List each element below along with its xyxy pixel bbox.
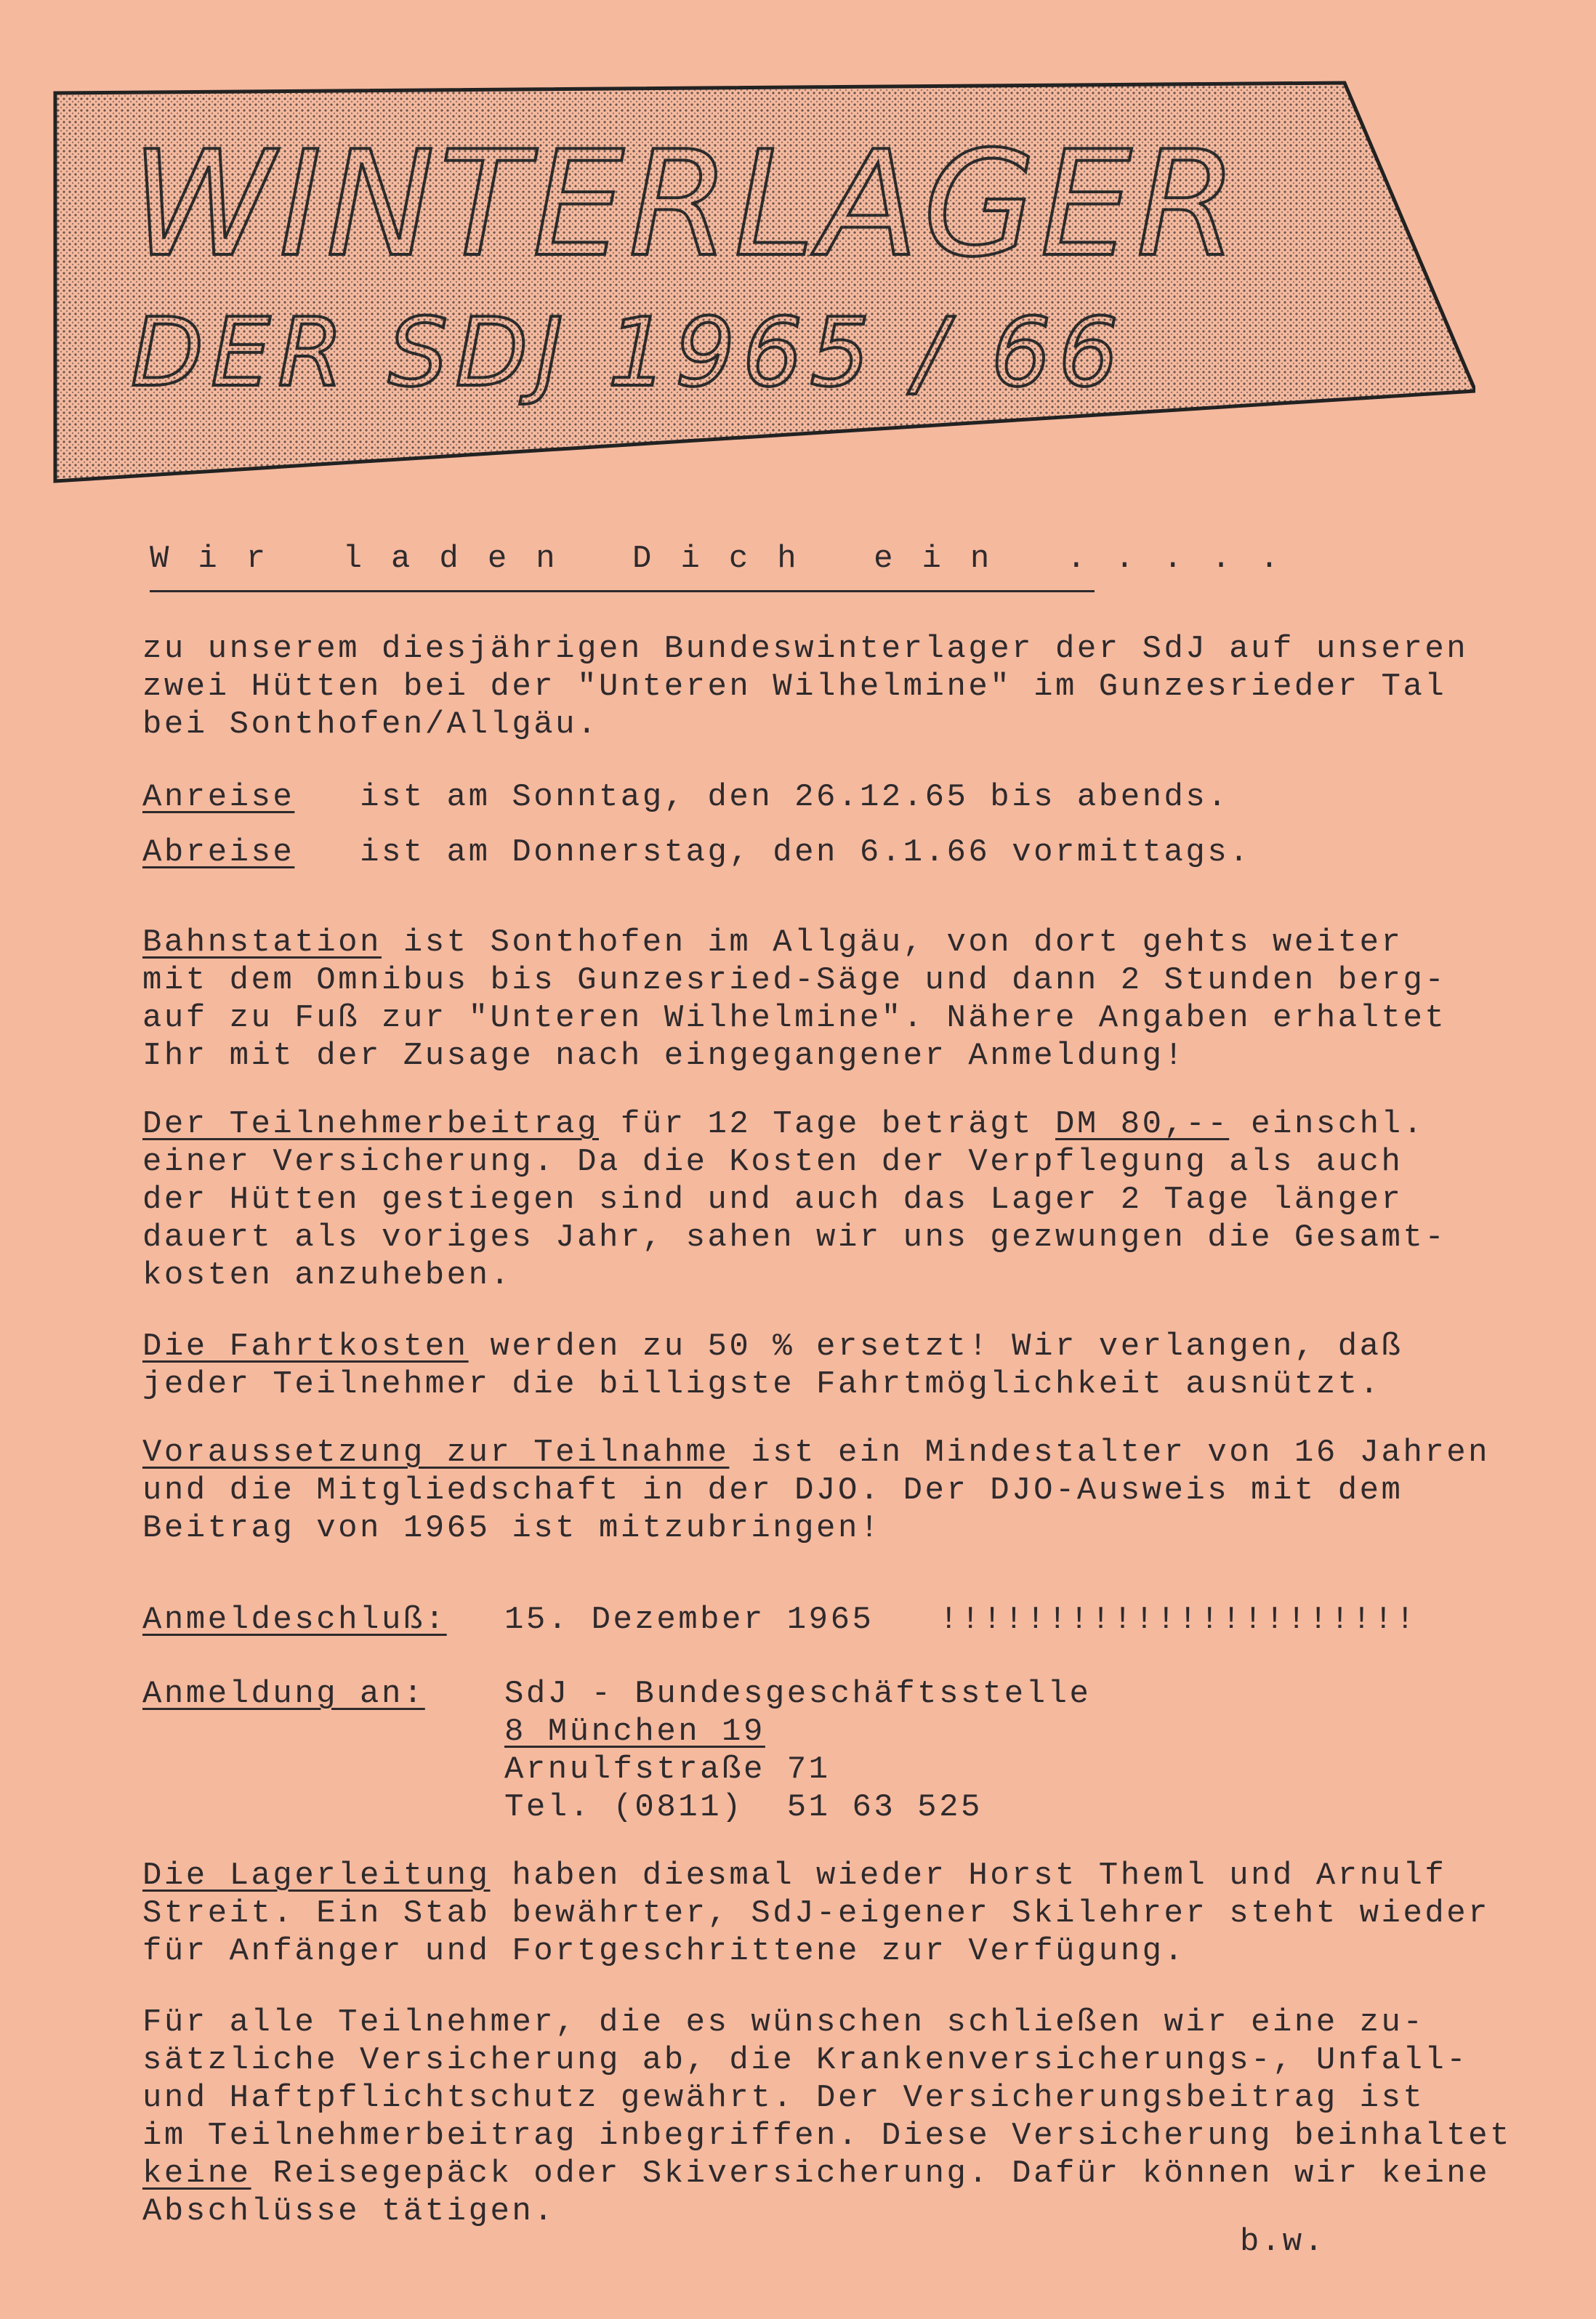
voraussetzung-label: Voraussetzung zur Teilnahme: [142, 1435, 730, 1471]
beitrag-line: einer Versicherung. Da die Kosten der Verpflegung als auch: [142, 1144, 1403, 1180]
beitrag-line: kosten anzuheben.: [142, 1257, 512, 1294]
voraussetzung-line: Beitrag von 1965 ist mitzubringen!: [142, 1510, 882, 1546]
beitrag-text: für 12 Tage beträgt: [599, 1106, 1055, 1142]
fahrtkosten-line: jeder Teilnehmer die billigste Fahrtmöglichkeit ausnützt.: [142, 1366, 1382, 1403]
anmeldung-label: Anmeldung an:: [142, 1676, 425, 1712]
versicherung-line: sätzliche Versicherung ab, die Krankenversicherungs-, Unfall-: [142, 2042, 1469, 2078]
fahrtkosten-text: werden zu 50 % ersetzt! Wir verlangen, daß: [468, 1328, 1403, 1365]
intro-line: zwei Hütten bei der "Unteren Wilhelmine" im Gunzesrieder Tal: [142, 669, 1447, 705]
versicherung-line: im Teilnehmerbeitrag inbegriffen. Diese Versicherung beinhaltet: [142, 2118, 1512, 2154]
address-line: SdJ - Bundesgeschäftsstelle: [504, 1676, 1092, 1712]
abreise-row: [142, 834, 1251, 871]
beitrag-amount: DM 80,--: [1055, 1106, 1230, 1142]
beitrag-line: dauert als voriges Jahr, sahen wir uns gezwungen die Gesamt-: [142, 1219, 1447, 1256]
anmeldeschluss-text: 15. Dezember 1965 !!!!!!!!!!!!!!!!!!!!!!: [504, 1602, 1417, 1638]
bahnstation-line: mit dem Omnibus bis Gunzesried-Säge und dann 2 Stunden berg-: [142, 962, 1447, 999]
fahrtkosten-line: [142, 1328, 1403, 1365]
lagerleitung-label: Die Lagerleitung: [142, 1858, 491, 1894]
beitrag-tail: einschl.: [1229, 1106, 1425, 1142]
versicherung-line: Abschlüsse tätigen.: [142, 2193, 556, 2230]
beitrag-line: [142, 1106, 1424, 1142]
abreise-text: ist am Donnerstag, den 6.1.66 vormittags.: [360, 834, 1252, 871]
phone-line: Tel. (0811) 51 63 525: [504, 1789, 983, 1826]
versicherung-line: [142, 2155, 1490, 2192]
lagerleitung-line: für Anfänger und Fortgeschrittene zur Verfügung.: [142, 1933, 1186, 1969]
versicherung-line: Für alle Teilnehmer, die es wünschen schließen wir eine zu-: [142, 2004, 1425, 2041]
anreise-label: Anreise: [142, 779, 295, 815]
fahrtkosten-label: Die Fahrtkosten: [142, 1328, 469, 1365]
voraussetzung-line: und die Mitgliedschaft in der DJO. Der DJO-Ausweis mit dem: [142, 1472, 1403, 1509]
bahnstation-text: ist Sonthofen im Allgäu, von dort gehts weiter: [381, 924, 1403, 961]
intro-line: zu unserem diesjährigen Bundeswinterlager der SdJ auf unseren: [142, 631, 1469, 667]
invite-underline: [150, 590, 1095, 592]
anmeldeschluss-label: Anmeldeschluß:: [142, 1602, 447, 1638]
bahnstation-line: Ihr mit der Zusage nach eingegangener Anmeldung!: [142, 1038, 1186, 1074]
intro-line: bei Sonthofen/Allgäu.: [142, 706, 599, 743]
invite-heading: Wir laden Dich ein .....: [150, 541, 1308, 577]
title-line-1: WINTERLAGER: [131, 120, 1242, 289]
anreise-text: ist am Sonntag, den 26.12.65 bis abends.: [360, 779, 1230, 815]
lagerleitung-line: [142, 1858, 1446, 1894]
versicherung-text: Reisegepäck oder Skiversicherung. Dafür können wir keine: [251, 2155, 1491, 2192]
voraussetzung-text: ist ein Mindestalter von 16 Jahren: [729, 1435, 1491, 1471]
address-line: Arnulfstraße 71: [504, 1751, 831, 1788]
lagerleitung-text: haben diesmal wieder Horst Theml und Arnulf: [490, 1858, 1447, 1894]
bahnstation-line: auf zu Fuß zur "Unteren Wilhelmine". Nähere Angaben erhaltet: [142, 1000, 1447, 1036]
versicherung-line: und Haftpflichtschutz gewährt. Der Versicherungsbeitrag ist: [142, 2080, 1425, 2116]
keine-emphasis: keine: [142, 2155, 251, 2192]
turn-over-note: b.w.: [1240, 2224, 1326, 2260]
voraussetzung-line: [142, 1435, 1490, 1471]
bahnstation-label: Bahnstation: [142, 924, 382, 961]
anreise-row: [142, 779, 1229, 815]
abreise-label: Abreise: [142, 834, 295, 871]
beitrag-line: der Hütten gestiegen sind und auch das Lager 2 Tage länger: [142, 1182, 1403, 1218]
lagerleitung-line: Streit. Ein Stab bewährter, SdJ-eigener Skilehrer steht wieder: [142, 1895, 1491, 1932]
bahnstation-line: [142, 924, 1403, 961]
title-banner: [51, 80, 1475, 487]
address-line: 8 München 19: [504, 1714, 765, 1750]
beitrag-label: Der Teilnehmerbeitrag: [142, 1106, 599, 1142]
title-line-2: DER SDJ 1965 / 66: [131, 297, 1126, 408]
